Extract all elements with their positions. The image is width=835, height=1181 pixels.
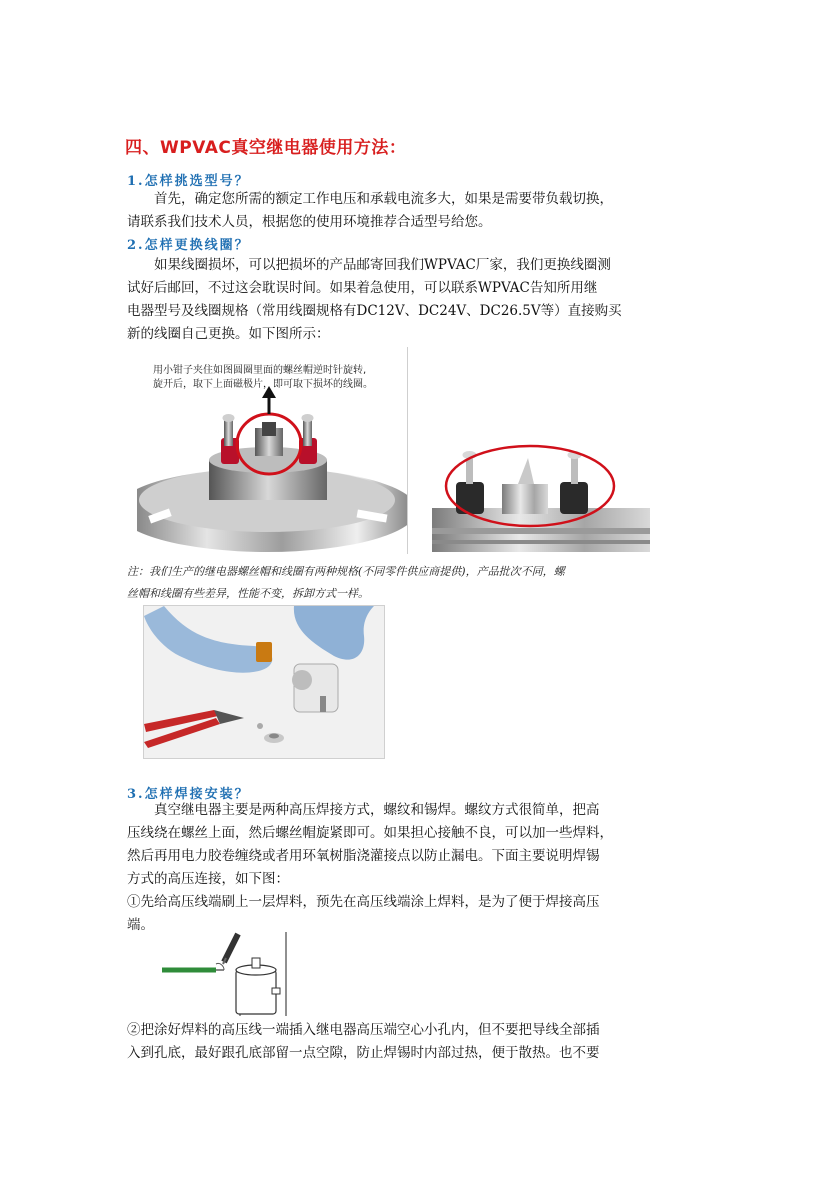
note-line: 注：我们生产的继电器螺丝帽和线圈有两种规格(不同零件供应商提供)，产品批次不同，螺 bbox=[127, 565, 565, 578]
text-line: 如果线圈损坏，可以把损坏的产品邮寄回我们WPVAC厂家，我们更换线圈测 bbox=[154, 257, 611, 273]
text-line: 真空继电器主要是两种高压焊接方式，螺纹和锡焊。螺纹方式很简单，把高 bbox=[154, 802, 600, 818]
note-text bbox=[127, 561, 709, 605]
step-1-line: ①先给高压线端刷上一层焊料，预先在高压线端涂上焊料，是为了便于焊接高压 bbox=[127, 894, 600, 910]
step-2-line: ②把涂好焊料的高压线一端插入继电器高压端空心小孔内，但不要把导线全部插 bbox=[127, 1022, 600, 1038]
step-1-line: 端。 bbox=[127, 917, 154, 933]
solder-illustration bbox=[160, 932, 290, 1016]
text-line: 首先，确定您所需的额定工作电压和承载电流多大，如果是需要带负载切换， bbox=[154, 191, 613, 207]
text-line: 方式的高压连接，如下图： bbox=[127, 871, 289, 887]
relay-photo-coil-screw bbox=[137, 352, 407, 554]
text-line: 压线绕在螺丝上面，然后螺丝帽旋紧即可。如果担心接触不良，可以加一些焊料， bbox=[127, 825, 613, 841]
heading-select-model: 1.怎样挑选型号？ bbox=[127, 174, 250, 189]
relay-photo-terminals-closeup bbox=[432, 430, 650, 552]
gloved-hands-photo bbox=[143, 605, 385, 759]
note-line: 丝帽和线圈有些差异，性能不变，拆卸方式一样。 bbox=[127, 587, 369, 600]
caption-line: 用小钳子夹住如图圆圈里面的螺丝帽逆时针旋转, bbox=[153, 365, 367, 376]
step-2-line: 入到孔底，最好跟孔底部留一点空隙，防止焊锡时内部过热，便于散热。也不要 bbox=[127, 1045, 600, 1061]
text-line: 试好后邮回，不过这会耽误时间。如果着急使用，可以联系WPVAC告知所用继 bbox=[127, 280, 598, 296]
heading-welding-install: 3.怎样焊接安装？ bbox=[127, 787, 250, 802]
heading-replace-coil: 2.怎样更换线圈？ bbox=[127, 238, 250, 253]
paragraph-replace-coil bbox=[127, 254, 707, 346]
section-title: 四、WPVAC真空继电器使用方法： bbox=[125, 138, 407, 158]
photo-divider bbox=[407, 347, 408, 554]
photo-caption bbox=[153, 364, 373, 392]
paragraph-step-2 bbox=[127, 1019, 709, 1065]
text-line: 请联系我们技术人员，根据您的使用环境推荐合适型号给您。 bbox=[127, 214, 492, 230]
text-line: 新的线圈自己更换。如下图所示： bbox=[127, 326, 330, 342]
text-line: 然后再用电力胶卷缠绕或者用环氧树脂浇灌接点以防止漏电。下面主要说明焊锡 bbox=[127, 848, 600, 864]
text-line: 电器型号及线圈规格（常用线圈规格有DC12V、DC24V、DC26.5V等）直接购买 bbox=[127, 303, 622, 319]
caption-line: 旋开后，取下上面磁极片，即可取下损坏的线圈。 bbox=[153, 379, 373, 390]
paragraph-welding-install bbox=[127, 799, 709, 937]
paragraph-select-model bbox=[127, 188, 707, 234]
